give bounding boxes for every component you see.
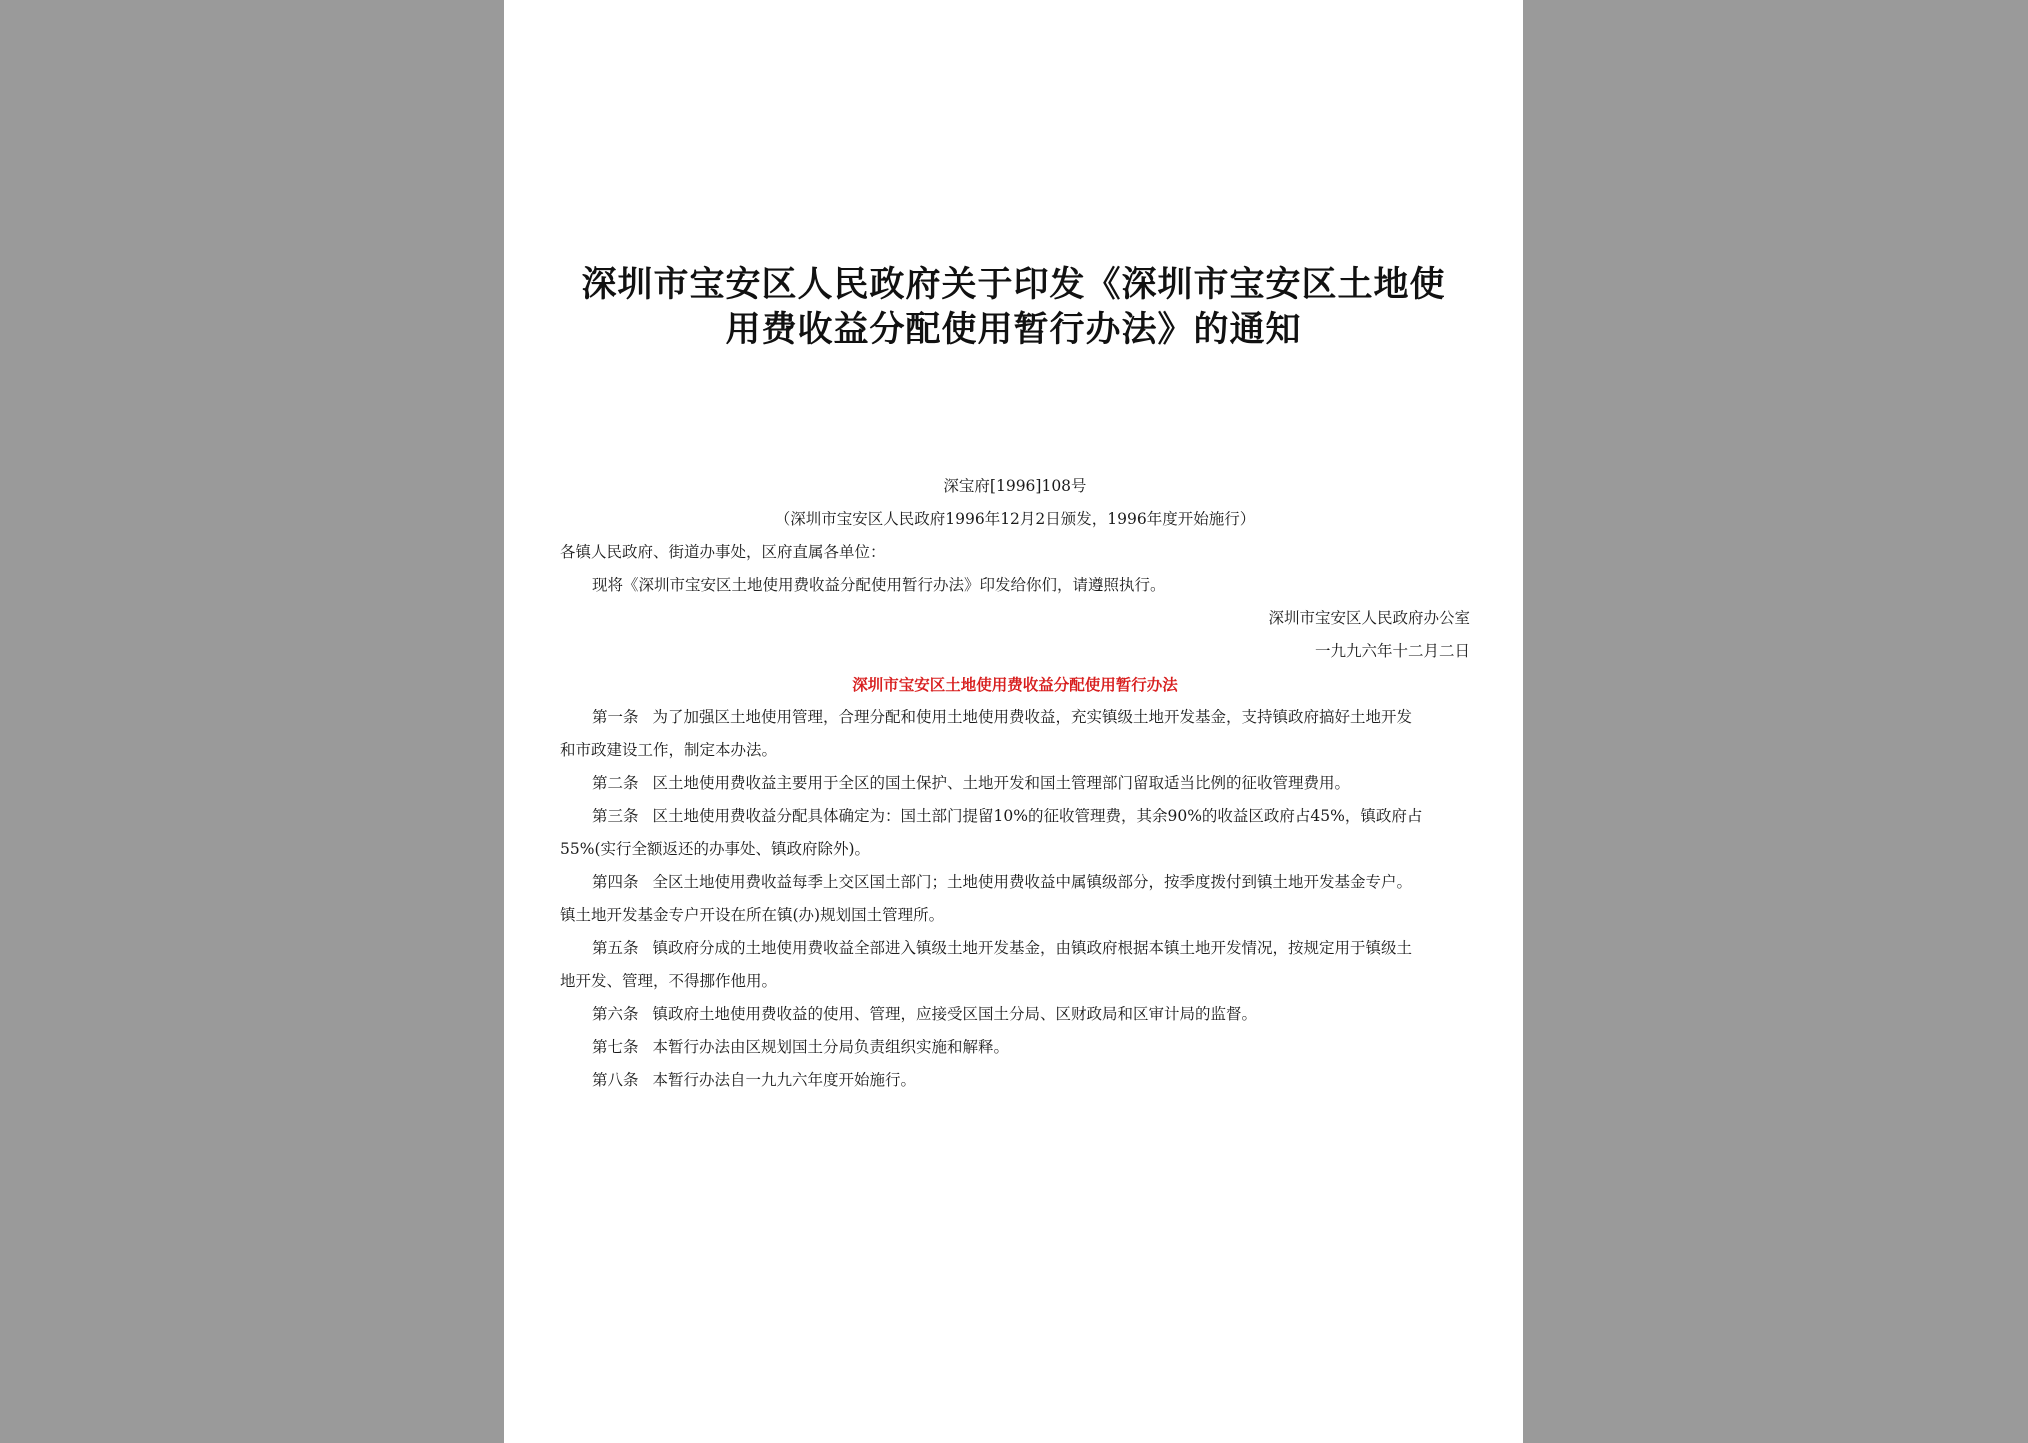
article-number: 第七条 <box>592 1038 639 1056</box>
document-body <box>560 470 1470 1097</box>
article-text: 区土地使用费收益主要用于全区的国土保护、土地开发和国土管理部门留取适当比例的征收管理费用。 <box>652 774 1351 792</box>
doc-number: 深宝府[1996]108号 <box>943 477 1087 495</box>
addressee: 各镇人民政府、街道办事处，区府直属各单位： <box>560 543 886 561</box>
article-number: 第二条 <box>592 774 639 792</box>
article-text: 镇政府土地使用费收益的使用、管理，应接受区国土分局、区财政局和区审计局的监督。 <box>652 1005 1258 1023</box>
attachment-title: 深圳市宝安区土地使用费收益分配使用暂行办法 <box>852 675 1178 694</box>
article-2 <box>560 767 1470 800</box>
article-number: 第六条 <box>592 1005 639 1023</box>
article-text: 镇政府分成的土地使用费收益全部进入镇级土地开发基金，由镇政府根据本镇土地开发情况，按规定用于镇级土 <box>652 939 1413 957</box>
issue-note: （深圳市宝安区人民政府1996年12月2日颁发，1996年度开始施行） <box>774 510 1256 528</box>
issuer: 深圳市宝安区人民政府办公室 <box>1268 609 1470 627</box>
article-7 <box>560 1031 1470 1064</box>
document-title <box>564 262 1463 352</box>
issue-date: 一九九六年十二月二日 <box>1314 642 1470 660</box>
article-text: 本暂行办法自一九九六年度开始施行。 <box>652 1071 917 1089</box>
article-text: 本暂行办法由区规划国土分局负责组织实施和解释。 <box>652 1038 1010 1056</box>
article-number: 第一条 <box>592 708 639 726</box>
article-continuation: 和市政建设工作，制定本办法。 <box>560 741 778 759</box>
body-text: 现将《深圳市宝安区土地使用费收益分配使用暂行办法》印发给你们，请遵照执行。 <box>592 576 1166 594</box>
article-3 <box>560 800 1470 866</box>
article-1 <box>560 701 1470 767</box>
article-6 <box>560 998 1470 1031</box>
article-8 <box>560 1064 1470 1097</box>
article-text: 全区土地使用费收益每季上交区国土部门；土地使用费收益中属镇级部分，按季度拨付到镇土地开发基金专户。 <box>652 873 1413 891</box>
title-line-2: 用费收益分配使用暂行办法》的通知 <box>725 309 1302 350</box>
article-continuation: 镇土地开发基金专户开设在所在镇(办)规划国土管理所。 <box>560 906 945 924</box>
article-number: 第五条 <box>592 939 639 957</box>
article-number: 第三条 <box>592 807 639 825</box>
article-4 <box>560 866 1470 932</box>
article-continuation: 55%(实行全额返还的办事处、镇政府除外)。 <box>560 840 871 858</box>
article-number: 第八条 <box>592 1071 639 1089</box>
document-page <box>504 0 1523 1443</box>
article-5 <box>560 932 1470 998</box>
article-continuation: 地开发、管理，不得挪作他用。 <box>560 972 778 990</box>
article-text: 为了加强区土地使用管理，合理分配和使用土地使用费收益，充实镇级土地开发基金，支持镇政府搞好土地开发 <box>652 708 1413 726</box>
title-line-1: 深圳市宝安区人民政府关于印发《深圳市宝安区土地使 <box>581 264 1446 305</box>
article-number: 第四条 <box>592 873 639 891</box>
article-text: 区土地使用费收益分配具体确定为：国土部门提留10%的征收管理费，其余90%的收益区政府占45%，镇政府占 <box>652 807 1423 825</box>
